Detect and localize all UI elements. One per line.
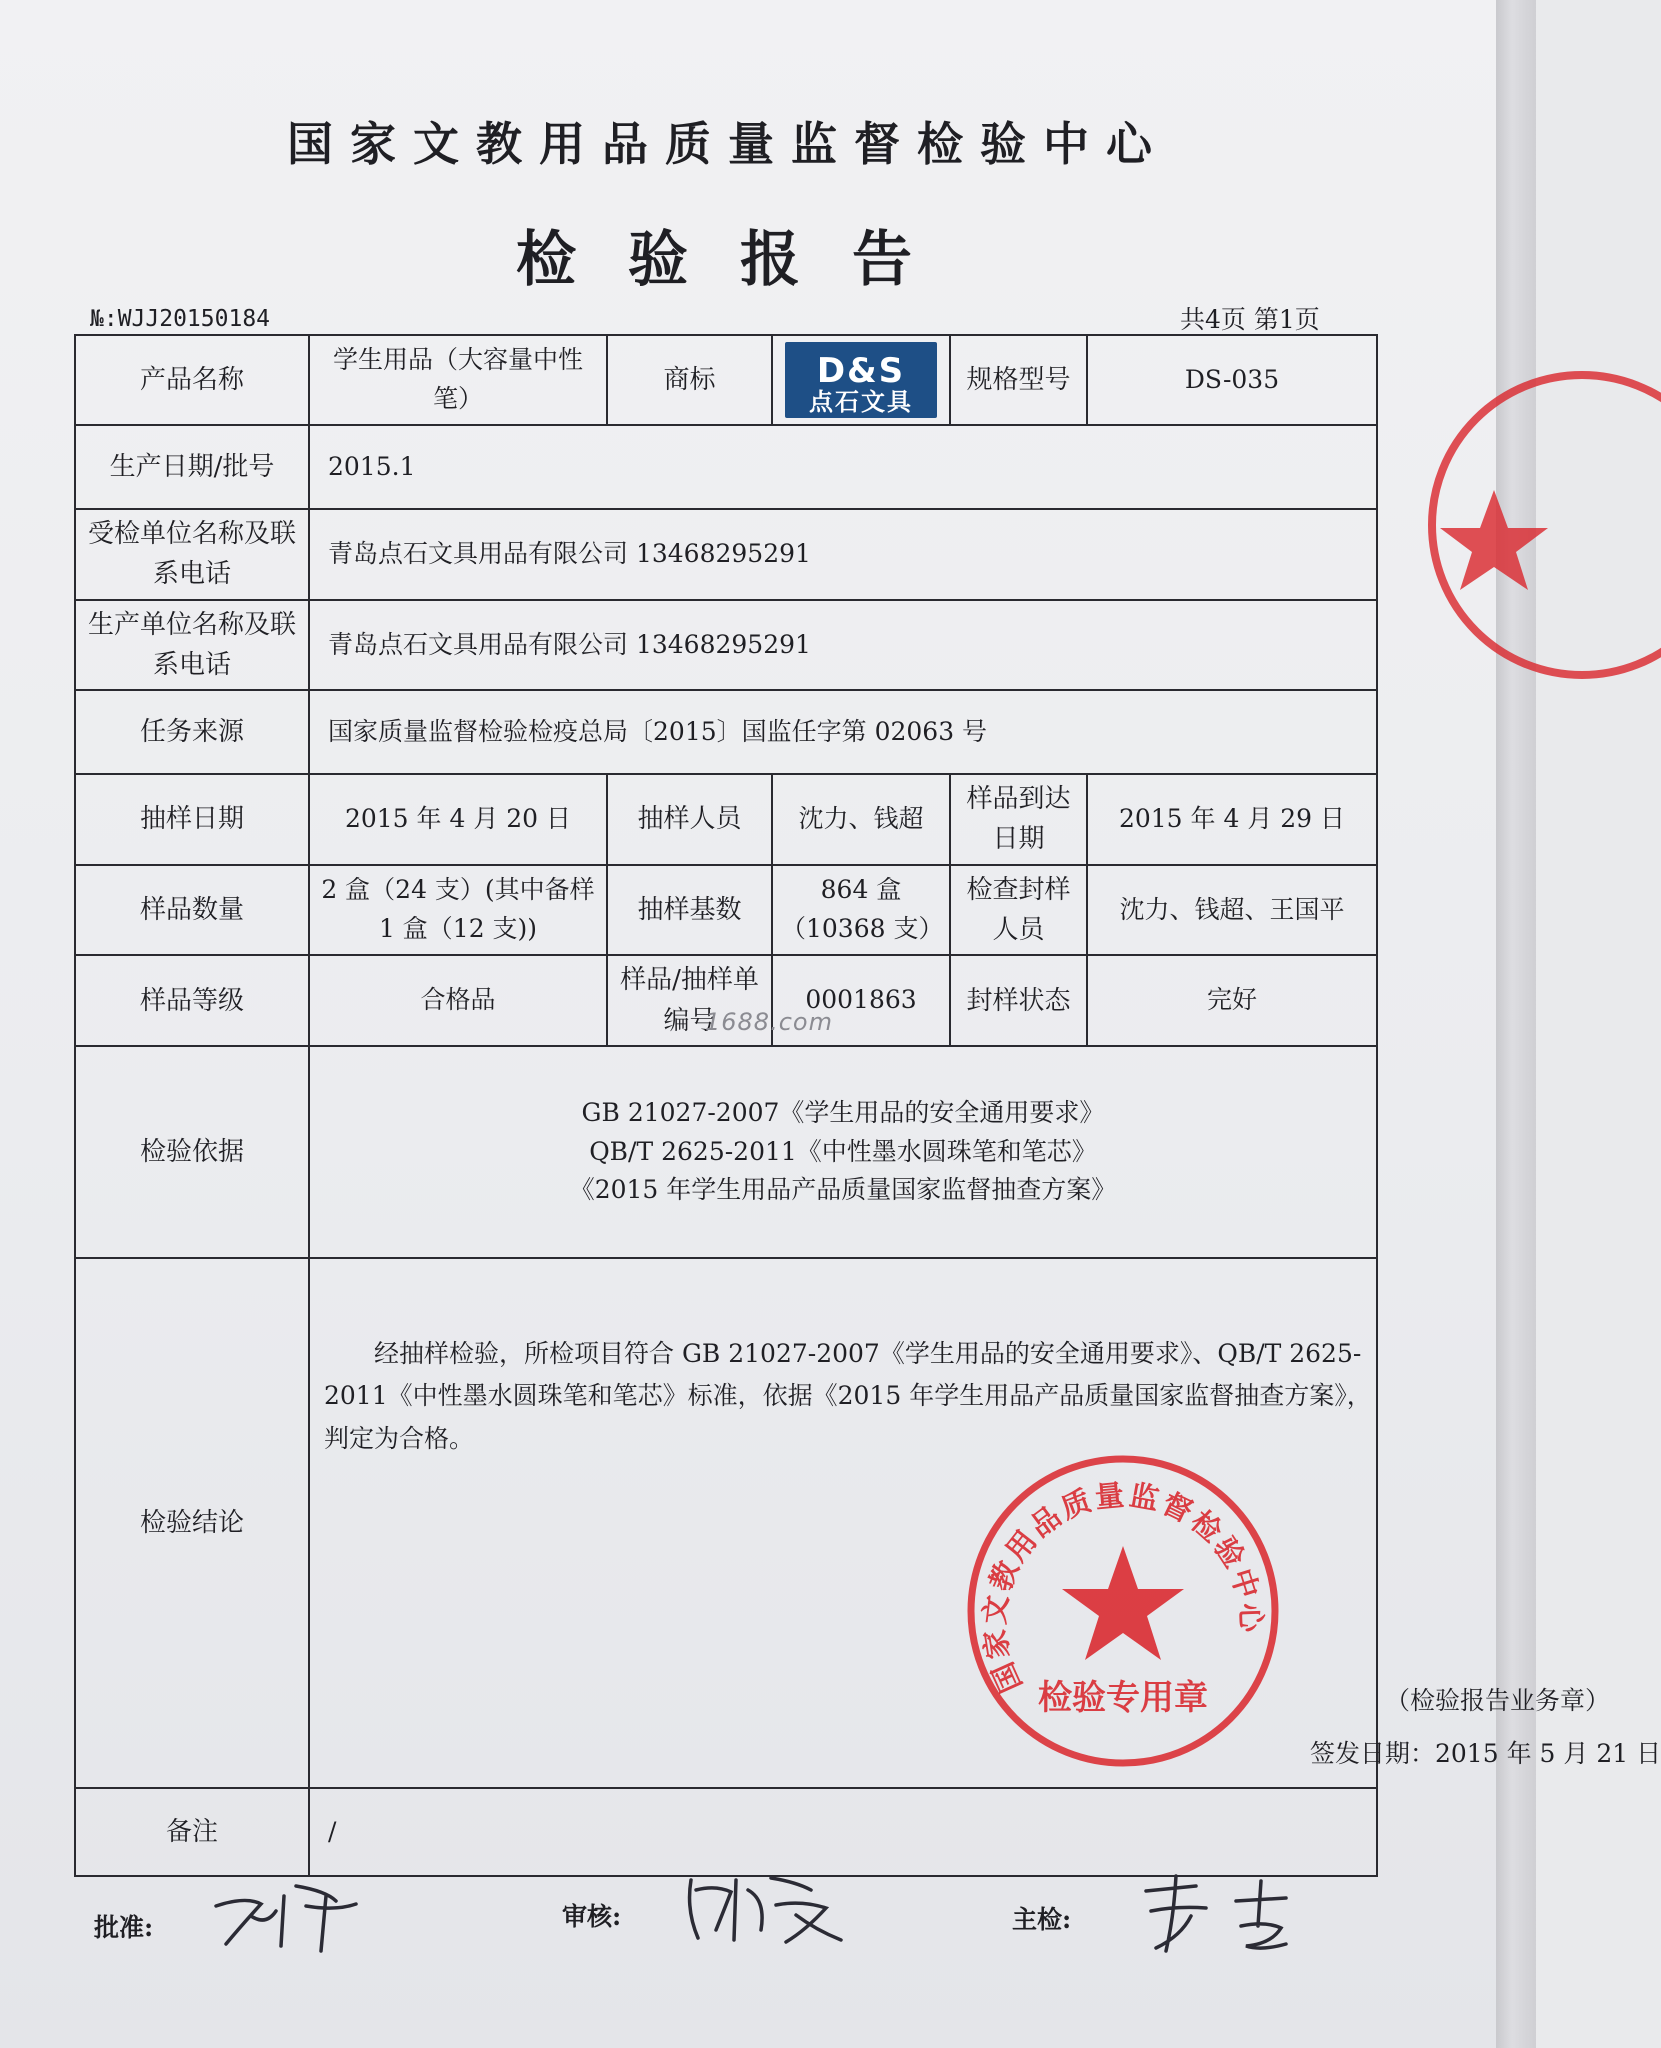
production-date-label: 生产日期/批号 <box>75 425 309 509</box>
row-task-source <box>75 690 1377 774</box>
row-inspected-unit <box>75 509 1377 600</box>
edge-seal-fragment <box>1422 360 1536 690</box>
sample-quantity-label: 样品数量 <box>75 865 309 956</box>
sampling-base-value: 864 盒（10368 支） <box>772 865 950 956</box>
seal-note: （检验报告业务章） <box>1385 1685 1611 1715</box>
report-title: 检验报告 <box>516 225 964 295</box>
trademark-logo-mark: D&S <box>816 351 906 391</box>
product-name-label: 产品名称 <box>75 335 309 425</box>
sampler-value: 沈力、钱超 <box>772 774 950 865</box>
task-source-value: 国家质量监督检验检疫总局〔2015〕国监任字第 02063 号 <box>309 690 1377 774</box>
product-name-value: 学生用品（大容量中性笔） <box>309 335 607 425</box>
model-label: 规格型号 <box>950 335 1087 425</box>
sampling-base-label: 抽样基数 <box>607 865 772 956</box>
basis-value <box>309 1046 1377 1258</box>
seal-center-text: 检验专用章 <box>1038 1678 1208 1718</box>
sealer-label: 检查封样人员 <box>950 865 1087 956</box>
conclusion-text: 经抽样检验，所检项目符合 GB 21027-2007《学生用品的安全通用要求》、QB/T 2625-2011《中性墨水圆珠笔和笔芯》标准，依据《2015 年学生用品产品质量国家监督抽查方案》，判定为合格。 <box>324 1338 1372 1453</box>
arrival-date-value: 2015 年 4 月 29 日 <box>1087 774 1377 865</box>
chief-inspector-label: 主检: <box>1012 1905 1072 1934</box>
review-signature <box>676 1860 856 1950</box>
sampling-date-value: 2015 年 4 月 20 日 <box>309 774 607 865</box>
org-title: 国家文教用品质量监督检验中心 <box>287 117 1169 171</box>
basis-label: 检验依据 <box>75 1046 309 1258</box>
chief-inspector-signature <box>1136 1866 1316 1956</box>
approve-signature <box>206 1866 386 1956</box>
seal-ring-text: 国家文教用品质量监督检验中心 <box>977 1477 1269 1698</box>
trademark-logo-text: 点石文具 <box>809 388 913 416</box>
producer-label: 生产单位名称及联系电话 <box>75 600 309 691</box>
row-sampling <box>75 774 1377 865</box>
inspected-unit-label: 受检单位名称及联系电话 <box>75 509 309 600</box>
watermark-text: 1688.com <box>705 1008 833 1036</box>
review-label: 审核: <box>562 1902 622 1931</box>
seal-star-icon <box>1062 1546 1184 1660</box>
sample-quantity-value: 2 盒（24 支）(其中备样 1 盒（12 支)) <box>309 865 607 956</box>
remarks-label: 备注 <box>75 1788 309 1876</box>
sample-number-value: 0001863 <box>772 955 950 1046</box>
trademark-label: 商标 <box>607 335 772 425</box>
approve-label: 批准: <box>94 1913 154 1942</box>
basis-line-1: GB 21027-2007《学生用品的安全通用要求》 <box>581 1097 1105 1127</box>
row-production-date <box>75 425 1377 509</box>
inspected-unit-value: 青岛点石文具用品有限公司 13468295291 <box>309 509 1377 600</box>
row-product <box>75 335 1377 425</box>
sample-grade-label: 样品等级 <box>75 955 309 1046</box>
basis-line-2: QB/T 2625-2011《中性墨水圆珠笔和笔芯》 <box>589 1136 1097 1166</box>
sample-grade-value: 合格品 <box>309 955 607 1046</box>
issue-date: 签发日期：2015 年 5 月 21 日 <box>1310 1738 1661 1768</box>
seal-status-value: 完好 <box>1087 955 1377 1046</box>
sampling-date-label: 抽样日期 <box>75 774 309 865</box>
trademark-logo <box>785 342 937 418</box>
sample-number-label: 样品/抽样单编号 <box>607 955 772 1046</box>
basis-line-3: 《2015 年学生用品产品质量国家监督抽查方案》 <box>569 1175 1117 1205</box>
document-number: №:WJJ20150184 <box>90 306 271 332</box>
sealer-value: 沈力、钱超、王国平 <box>1087 865 1377 956</box>
task-source-label: 任务来源 <box>75 690 309 774</box>
producer-value: 青岛点石文具用品有限公司 13468295291 <box>309 600 1377 691</box>
page-count: 共4页 第1页 <box>1180 305 1320 334</box>
model-value: DS-035 <box>1087 335 1377 425</box>
official-seal <box>958 1446 1288 1776</box>
row-quantity <box>75 865 1377 956</box>
row-producer <box>75 600 1377 691</box>
production-date-value: 2015.1 <box>309 425 1377 509</box>
row-basis <box>75 1046 1377 1258</box>
trademark-cell <box>772 335 950 425</box>
arrival-date-label: 样品到达日期 <box>950 774 1087 865</box>
seal-status-label: 封样状态 <box>950 955 1087 1046</box>
sampler-label: 抽样人员 <box>607 774 772 865</box>
conclusion-label: 检验结论 <box>75 1258 309 1788</box>
remarks-value: / <box>309 1788 1377 1876</box>
